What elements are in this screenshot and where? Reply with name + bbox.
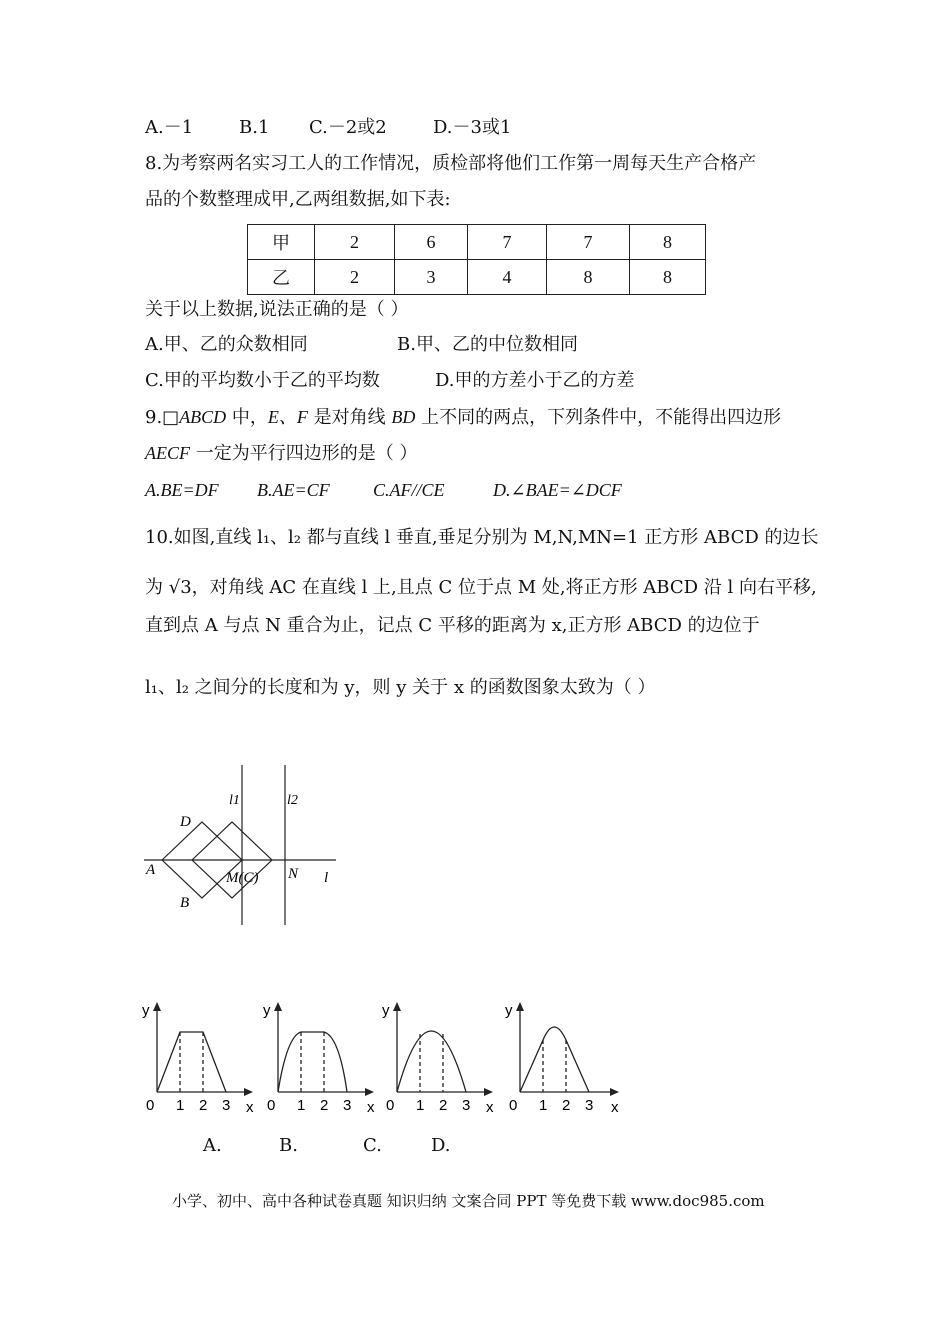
q9-number: 9.□ [145, 407, 180, 428]
q7-option-c: C.－2或2 [309, 117, 387, 138]
q9-options [145, 478, 622, 502]
q10-line1: 10.如图,直线 l₁、l₂ 都与直线 l 垂直,垂足分别为 M,N,MN=1 正方形 ABCD 的边长 [145, 527, 819, 548]
table-cell: 8 [630, 225, 706, 260]
q9-text: 是对角线 [307, 407, 392, 428]
tick-label: 1 [539, 1097, 548, 1114]
x-axis-label: x [367, 1099, 375, 1116]
tick-label: 3 [343, 1097, 352, 1114]
label-n: N [288, 866, 299, 882]
table-row [248, 225, 706, 260]
q8-option-b: B.甲、乙的中位数相同 [397, 334, 578, 355]
q9-text: 一定为平行四边形的是（ ） [190, 443, 418, 464]
graph-option-labels [203, 1134, 451, 1158]
q9-option-b: B.AE=CF [257, 480, 330, 500]
label-a: A [146, 862, 156, 878]
q8-options-row1 [145, 333, 578, 357]
graph-label-a: A. [203, 1135, 222, 1156]
graph-label-c: C. [363, 1135, 382, 1156]
y-axis-label: y [505, 1002, 513, 1019]
table-row [248, 260, 706, 295]
tick-label: 0 [267, 1097, 276, 1114]
label-l2: l2 [287, 793, 298, 808]
page-footer: 小学、初中、高中各种试卷真题 知识归纳 文案合同 PPT 等免费下载 www.doc985.com [172, 1192, 765, 1210]
table-cell: 6 [395, 225, 468, 260]
tick-label: 3 [222, 1097, 231, 1114]
label-l1: l1 [229, 793, 240, 808]
q8-option-d: D.甲的方差小于乙的方差 [435, 370, 635, 391]
table-cell: 4 [468, 260, 547, 295]
q8-line1: 8.为考察两名实习工人的工作情况，质检部将他们工作第一周每天生产合格产 [145, 153, 757, 174]
q9-ef: E、F [267, 407, 308, 427]
q8-options-row2 [145, 369, 635, 393]
q9-text: 上不同的两点，下列条件中，不能得出四边形 [415, 407, 782, 428]
q9-option-c: C.AF//CE [373, 480, 445, 500]
tick-label: 0 [146, 1097, 155, 1114]
q7-options [145, 116, 511, 140]
x-axis-label: x [246, 1099, 254, 1116]
q9-option-a: A.BE=DF [145, 480, 219, 500]
table-cell: 8 [630, 260, 706, 295]
tick-label: 0 [386, 1097, 395, 1114]
q10-line3: 直到点 A 与点 N 重合为止，记点 C 平移的距离为 x,正方形 ABCD 的边位于 [145, 615, 760, 636]
q8-question: 关于以上数据,说法正确的是（ ） [145, 299, 409, 320]
tick-label: 2 [439, 1097, 448, 1114]
tick-label: 1 [297, 1097, 306, 1114]
q7-option-a: A.－1 [145, 117, 194, 138]
table-cell: 3 [395, 260, 468, 295]
x-axis-label: x [486, 1099, 494, 1116]
q8-option-c: C.甲的平均数小于乙的平均数 [145, 370, 380, 391]
label-d: D [180, 814, 191, 830]
y-axis-label: y [382, 1002, 390, 1019]
table-cell-label: 乙 [248, 260, 315, 295]
graph-option-c [380, 1000, 500, 1115]
label-b: B [180, 895, 190, 911]
graph-label-d: D. [431, 1135, 451, 1156]
tick-label: 2 [320, 1097, 329, 1114]
tick-label: 1 [176, 1097, 185, 1114]
q9-option-d: D.∠BAE=∠DCF [493, 480, 622, 500]
q9-text: 中， [226, 407, 268, 428]
tick-label: 3 [462, 1097, 471, 1114]
table-cell: 2 [315, 225, 395, 260]
q10-geometry-figure [140, 760, 340, 930]
q10-line2: 为 √3，对角线 AC 在直线 l 上,且点 C 位于点 M 处,将正方形 ABCD 沿 l 向右平移, [145, 577, 817, 598]
table-cell: 7 [547, 225, 630, 260]
tick-label: 3 [585, 1097, 594, 1114]
q9-line2 [145, 441, 417, 466]
graph-option-d [503, 1000, 628, 1115]
graph-label-b: B. [279, 1135, 298, 1156]
q8-option-a: A.甲、乙的众数相同 [145, 334, 308, 355]
q8-line2: 品的个数整理成甲,乙两组数据,如下表: [145, 189, 451, 210]
q10-line4: l₁、l₂ 之间分的长度和为 y，则 y 关于 x 的函数图象太致为（ ） [145, 677, 656, 698]
table-cell: 8 [547, 260, 630, 295]
q9-aecf: AECF [145, 443, 190, 463]
y-axis-label: y [142, 1002, 150, 1019]
table-cell-label: 甲 [248, 225, 315, 260]
x-axis-label: x [611, 1099, 619, 1116]
tick-label: 1 [416, 1097, 425, 1114]
q7-option-d: D.－3或1 [433, 117, 512, 138]
q9-abcd: ABCD [179, 407, 227, 427]
q8-data-table [247, 224, 706, 295]
tick-label: 2 [199, 1097, 208, 1114]
graph-option-a [140, 1000, 260, 1115]
q7-option-b: B.1 [239, 117, 270, 138]
q9-line1 [145, 405, 781, 430]
tick-label: 0 [509, 1097, 518, 1114]
label-l: l [324, 870, 329, 886]
table-cell: 2 [315, 260, 395, 295]
y-axis-label: y [263, 1002, 271, 1019]
tick-label: 2 [562, 1097, 571, 1114]
table-cell: 7 [468, 225, 547, 260]
q9-bd: BD [391, 407, 416, 427]
label-mc: M(C) [226, 870, 259, 886]
graph-option-b [261, 1000, 381, 1115]
